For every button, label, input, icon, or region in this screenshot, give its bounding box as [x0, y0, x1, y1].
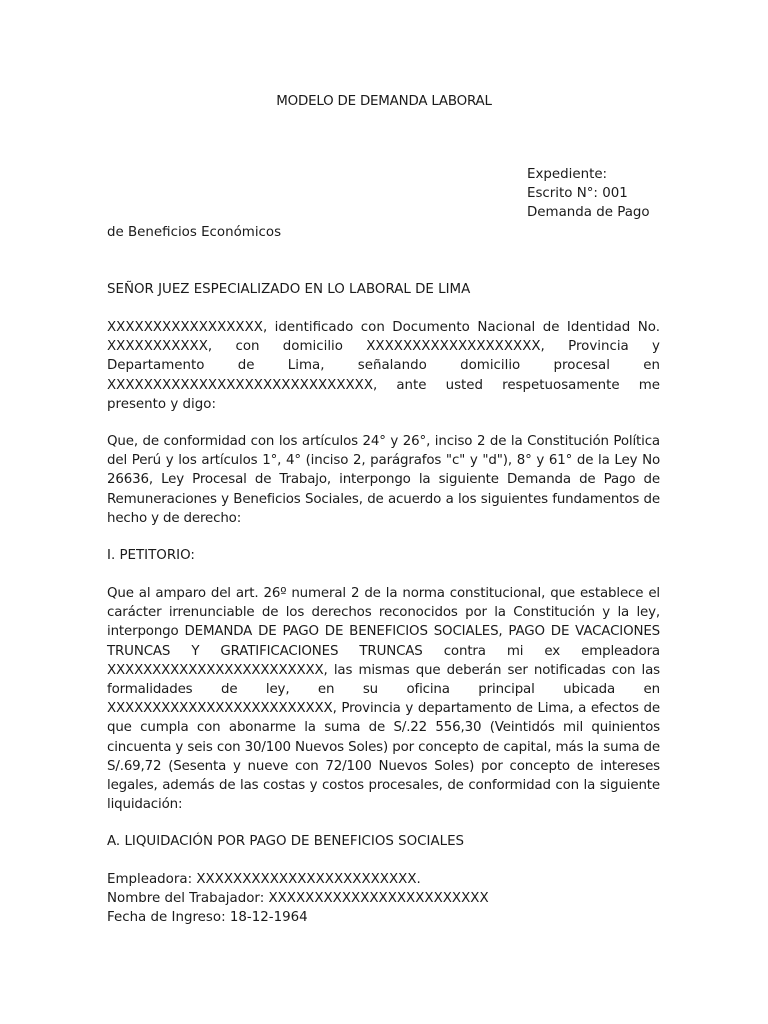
escrito-number: Escrito N°: 001: [527, 186, 628, 202]
addressee: SEÑOR JUEZ ESPECIALIZADO EN LO LABORAL DE LIMA: [107, 282, 471, 297]
employer-line: Empleadora: XXXXXXXXXXXXXXXXXXXXXXXX.: [107, 872, 421, 887]
legal-basis-paragraph: Que, de conformidad con los artículos 24° y 26°, inciso 2 de la Constitución Política del Perú y los artículos 1°, 4° (inciso 2, parágrafos "c" y "d"), 8° y 61° de la Ley No 26636, Ley Procesal de Trabajo, interpongo la siguiente Demanda de Pago de Remuneraciones y Beneficios Sociales, de acuerdo a los siguientes fundamentos de hecho y de derecho:: [107, 434, 660, 526]
start-date-line: Fecha de Ingreso: 18-12-1964: [107, 910, 308, 925]
intro-paragraph: XXXXXXXXXXXXXXXXX, identificado con Documento Nacional de Identidad No. XXXXXXXXXXX, con domicilio XXXXXXXXXXXXXXXXXXX, Provincia y Departamento de Lima, señalando domicilio procesal en XXXXXXXXXXXXXXXXXXXXXXXXXXXXX, ante usted respetuosamente me presento y digo:: [107, 320, 660, 412]
section-liquidacion-heading: A. LIQUIDACIÓN POR PAGO DE BENEFICIOS SOCIALES: [107, 834, 465, 849]
document-title: MODELO DE DEMANDA LABORAL: [276, 94, 492, 109]
demanda-subject-line2: de Beneficios Económicos: [107, 225, 282, 240]
petitorio-paragraph: Que al amparo del art. 26º numeral 2 de la norma constitucional, que establece el carácter irrenunciable de los derechos reconocidos por la Constitución y la ley, interpongo DEMANDA DE PAGO DE BENEFICIOS SOCIALES, PAGO DE VACACIONES TRUNCAS Y GRATIFICACIONES TRUNCAS contra mi ex empleadora XXXXXXXXXXXXXXXXXXXXXXXX, las mismas que deberán ser notificadas con las formalidades de ley, en su oficina principal ubicada en XXXXXXXXXXXXXXXXXXXXXXXXX, Provincia y departamento de Lima, a efectos de que cumpla con abonarme la suma de S/.22 556,30 (Veintidós mil quinientos cincuenta y seis con 30/100 Nuevos Soles) por concepto de capital, más la suma de S/.69,72 (Sesenta y nueve con 72/100 Nuevos Soles) por concepto de intereses legales, además de las costas y costos procesales, de conformidad con la siguiente liquidación:: [107, 586, 660, 813]
expediente-label: Expediente:: [527, 167, 608, 182]
case-header: [527, 165, 747, 223]
section-petitorio-heading: I. PETITORIO:: [107, 548, 195, 563]
demanda-subject-line1: Demanda de Pago: [527, 205, 650, 221]
worker-name-line: Nombre del Trabajador: XXXXXXXXXXXXXXXXXXXXXXXX: [107, 891, 489, 906]
